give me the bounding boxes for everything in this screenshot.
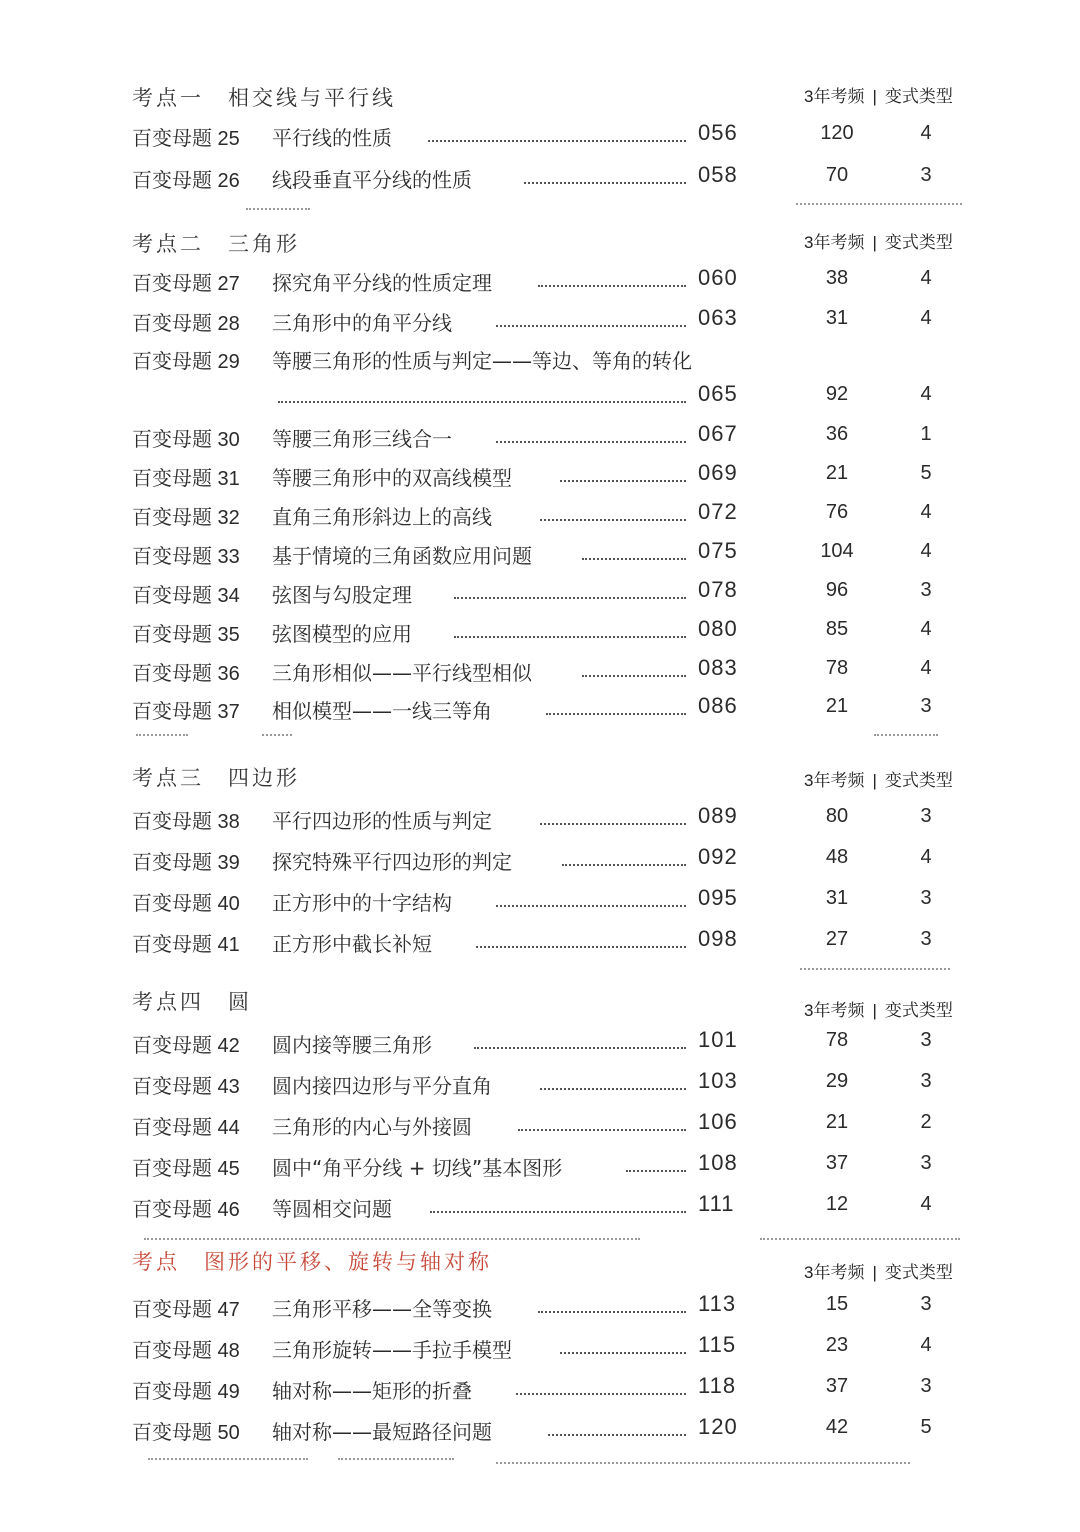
toc-entry[interactable] [132, 805, 972, 839]
section-divider [246, 208, 310, 210]
toc-entry[interactable] [132, 164, 972, 198]
toc-entry[interactable] [132, 579, 972, 613]
toc-entry[interactable] [132, 462, 972, 496]
entry-title: 线段垂直平分线的性质 [272, 168, 472, 192]
leader-dots [516, 1385, 686, 1395]
toc-entry[interactable] [132, 1416, 972, 1450]
entry-page: 106 [698, 1109, 738, 1134]
leader-dots [454, 628, 686, 638]
entry-variant-count: 3 [920, 164, 932, 186]
entry-page: 058 [698, 162, 738, 187]
entry-frequency: 21 [825, 462, 849, 484]
entry-label: 百变母题 47 [132, 1299, 240, 1321]
leader-dots [562, 856, 686, 866]
entry-title: 直角三角形斜边上的高线 [272, 505, 492, 529]
leader-dots [538, 277, 686, 287]
entry-frequency: 37 [825, 1375, 849, 1397]
toc-entry[interactable] [132, 267, 972, 301]
entry-variant-count: 3 [920, 695, 932, 717]
variant-header: 变式类型 [884, 233, 953, 252]
entry-label: 百变母题 31 [132, 468, 240, 490]
column-header [804, 996, 953, 1021]
entry-label: 百变母题 44 [132, 1117, 240, 1139]
leader-dots [582, 667, 686, 677]
section-divider [796, 203, 962, 205]
toc-entry[interactable] [132, 846, 972, 880]
section-title: 考点一 相交线与平行线 [132, 86, 396, 110]
entry-page: 113 [698, 1291, 737, 1316]
leader-dots [626, 1162, 686, 1172]
entry-frequency: 21 [825, 1111, 849, 1133]
entry-variant-count: 4 [920, 383, 932, 405]
entry-variant-count: 3 [920, 1152, 932, 1174]
section-title: 考点四 圆 [132, 990, 252, 1014]
column-header [804, 228, 953, 253]
entry-variant-count: 4 [920, 846, 932, 868]
section-divider [136, 734, 188, 736]
header-divider: | [872, 87, 877, 106]
entry-label: 百变母题 50 [132, 1422, 240, 1444]
entry-label: 百变母题 46 [132, 1199, 240, 1221]
entry-title: 平行线的性质 [272, 126, 392, 150]
entry-title: 探究角平分线的性质定理 [272, 271, 492, 295]
entry-frequency: 38 [825, 267, 849, 289]
section-divider [144, 1238, 640, 1240]
entry-title: 正方形中截长补短 [272, 932, 432, 956]
entry-frequency: 120 [820, 122, 854, 144]
leader-dots [496, 897, 686, 907]
header-divider: | [872, 233, 877, 252]
leader-dots [538, 1303, 686, 1313]
section-title: 考点二 三角形 [132, 232, 300, 256]
entry-label: 百变母题 32 [132, 507, 240, 529]
leader-dots [548, 1426, 686, 1436]
column-header [804, 82, 953, 107]
entry-variant-count: 2 [920, 1111, 932, 1133]
entry-label: 百变母题 41 [132, 934, 240, 956]
entry-page: 056 [698, 120, 738, 145]
entry-title: 轴对称——最短路径问题 [272, 1420, 492, 1444]
entry-frequency: 15 [825, 1293, 849, 1315]
entry-label: 百变母题 35 [132, 624, 240, 646]
entry-title: 三角形的内心与外接圆 [272, 1115, 472, 1139]
variant-header: 变式类型 [884, 1263, 953, 1282]
toc-entry[interactable] [132, 1070, 972, 1104]
entry-page: 111 [698, 1191, 735, 1216]
entry-frequency: 80 [825, 805, 849, 827]
toc-entry[interactable] [132, 618, 972, 652]
toc-entry[interactable] [132, 1375, 972, 1409]
entry-variant-count: 3 [920, 1070, 932, 1092]
entry-page: 115 [698, 1332, 737, 1357]
entry-title: 等腰三角形三线合一 [272, 427, 452, 451]
entry-title: 三角形中的角平分线 [272, 311, 452, 335]
entry-variant-count: 4 [920, 122, 932, 144]
leader-dots [540, 511, 686, 521]
column-header [804, 766, 953, 791]
entry-variant-count: 3 [920, 1375, 932, 1397]
entry-page: 075 [698, 538, 738, 563]
toc-entry[interactable] [132, 1152, 972, 1186]
entry-title: 相似模型——一线三等角 [272, 699, 492, 723]
toc-entry[interactable] [132, 423, 972, 457]
entry-page: 072 [698, 499, 738, 524]
section-divider [760, 1238, 960, 1240]
entry-title: 等圆相交问题 [272, 1197, 392, 1221]
entry-page: 089 [698, 803, 738, 828]
variant-header: 变式类型 [884, 1001, 953, 1020]
entry-page: 092 [698, 844, 738, 869]
entry-label: 百变母题 36 [132, 663, 240, 685]
entry-frequency: 78 [825, 1029, 849, 1051]
section-divider [800, 968, 950, 970]
toc-entry[interactable] [132, 887, 972, 921]
entry-variant-count: 3 [920, 579, 932, 601]
entry-variant-count: 3 [920, 1029, 932, 1051]
freq-header: 3年考频 [804, 233, 865, 252]
entry-frequency: 31 [825, 307, 849, 329]
entry-page: 086 [698, 693, 738, 718]
entry-title: 圆中“角平分线 + 切线”基本图形 [272, 1156, 563, 1180]
entry-frequency: 104 [820, 540, 854, 562]
header-divider: | [872, 1263, 877, 1282]
toc-entry[interactable] [132, 928, 972, 962]
entry-frequency: 96 [825, 579, 849, 601]
freq-header: 3年考频 [804, 1001, 865, 1020]
toc-entry[interactable] [132, 1029, 972, 1063]
entry-label: 百变母题 27 [132, 273, 240, 295]
leader-dots [524, 174, 686, 184]
entry-page: 095 [698, 885, 738, 910]
entry-page: 067 [698, 421, 738, 446]
variant-header: 变式类型 [884, 87, 953, 106]
entry-page: 065 [698, 381, 738, 406]
section-header [132, 228, 972, 268]
toc-entry[interactable] [132, 1334, 972, 1368]
entry-title: 弦图模型的应用 [272, 622, 412, 646]
freq-header: 3年考频 [804, 771, 865, 790]
entry-page: 098 [698, 926, 738, 951]
leader-dots [582, 550, 686, 560]
toc-entry[interactable] [132, 1111, 972, 1145]
entry-variant-count: 4 [920, 1334, 932, 1356]
entry-label: 百变母题 43 [132, 1076, 240, 1098]
leader-dots [560, 472, 686, 482]
section-divider [496, 1462, 910, 1464]
section-header [132, 762, 972, 802]
leader-dots [518, 1121, 686, 1131]
freq-header: 3年考频 [804, 1263, 865, 1282]
entry-label: 百变母题 34 [132, 585, 240, 607]
entry-label: 百变母题 38 [132, 811, 240, 833]
entry-variant-count: 3 [920, 805, 932, 827]
toc-entry[interactable] [132, 349, 972, 417]
entry-frequency: 37 [825, 1152, 849, 1174]
entry-title: 基于情境的三角函数应用问题 [272, 544, 532, 568]
entry-label: 百变母题 49 [132, 1381, 240, 1403]
section-header [132, 1246, 972, 1286]
entry-frequency: 23 [825, 1334, 849, 1356]
entry-frequency: 70 [825, 164, 849, 186]
entry-frequency: 31 [825, 887, 849, 909]
entry-variant-count: 4 [920, 1193, 932, 1215]
entry-title: 三角形旋转——手拉手模型 [272, 1338, 512, 1362]
entry-frequency: 78 [825, 657, 849, 679]
section-header [132, 986, 972, 1026]
entry-variant-count: 3 [920, 928, 932, 950]
entry-frequency: 12 [825, 1193, 849, 1215]
entry-label: 百变母题 29 [132, 351, 240, 373]
leader-dots [496, 433, 686, 443]
entry-page: 118 [698, 1373, 737, 1398]
entry-frequency: 21 [825, 695, 849, 717]
entry-label: 百变母题 42 [132, 1035, 240, 1057]
leader-dots [428, 132, 686, 142]
toc-entry[interactable] [132, 657, 972, 691]
entry-page: 080 [698, 616, 738, 641]
entry-title: 正方形中的十字结构 [272, 891, 452, 915]
entry-page: 060 [698, 265, 738, 290]
entry-label: 百变母题 40 [132, 893, 240, 915]
entry-variant-count: 5 [920, 1416, 932, 1438]
entry-label: 百变母题 39 [132, 852, 240, 874]
section-header [132, 82, 972, 122]
entry-page: 108 [698, 1150, 738, 1175]
entry-frequency: 36 [825, 423, 849, 445]
variant-header: 变式类型 [884, 771, 953, 790]
entry-title: 探究特殊平行四边形的判定 [272, 850, 512, 874]
section-divider [874, 734, 938, 736]
entry-label: 百变母题 25 [132, 128, 240, 150]
entry-variant-count: 1 [920, 423, 932, 445]
entry-variant-count: 4 [920, 540, 932, 562]
entry-page: 063 [698, 305, 738, 330]
entry-title: 轴对称——矩形的折叠 [272, 1379, 472, 1403]
entry-title: 等腰三角形的性质与判定——等边、等角的转化 [272, 349, 692, 373]
entry-label: 百变母题 48 [132, 1340, 240, 1362]
entry-page: 069 [698, 460, 738, 485]
entry-page: 120 [698, 1414, 738, 1439]
entry-label: 百变母题 28 [132, 313, 240, 335]
entry-frequency: 48 [825, 846, 849, 868]
entry-variant-count: 4 [920, 618, 932, 640]
entry-title: 圆内接等腰三角形 [272, 1033, 432, 1057]
entry-variant-count: 5 [920, 462, 932, 484]
entry-title: 圆内接四边形与平分直角 [272, 1074, 492, 1098]
entry-variant-count: 4 [920, 501, 932, 523]
leader-dots [496, 317, 686, 327]
header-divider: | [872, 1001, 877, 1020]
entry-frequency: 92 [825, 383, 849, 405]
toc-entry[interactable] [132, 695, 972, 729]
header-divider: | [872, 771, 877, 790]
entry-title: 平行四边形的性质与判定 [272, 809, 492, 833]
entry-variant-count: 3 [920, 887, 932, 909]
entry-page: 101 [698, 1027, 738, 1052]
toc-entry[interactable] [132, 307, 972, 341]
freq-header: 3年考频 [804, 87, 865, 106]
leader-dots [560, 1344, 686, 1354]
entry-variant-count: 4 [920, 267, 932, 289]
leader-dots [540, 815, 686, 825]
entry-frequency: 76 [825, 501, 849, 523]
entry-label: 百变母题 30 [132, 429, 240, 451]
leader-dots [546, 705, 686, 715]
section-title: 考点三 四边形 [132, 766, 300, 790]
column-header [804, 1258, 953, 1283]
entry-title: 弦图与勾股定理 [272, 583, 412, 607]
entry-frequency: 42 [825, 1416, 849, 1438]
entry-title: 三角形相似——平行线型相似 [272, 661, 532, 685]
toc-entry[interactable] [132, 1193, 972, 1227]
leader-dots [278, 393, 686, 403]
entry-page: 078 [698, 577, 738, 602]
entry-label: 百变母题 33 [132, 546, 240, 568]
entry-page: 103 [698, 1068, 738, 1093]
entry-label: 百变母题 26 [132, 170, 240, 192]
section-divider [148, 1458, 308, 1460]
entry-title: 等腰三角形中的双高线模型 [272, 466, 512, 490]
entry-page: 083 [698, 655, 738, 680]
toc-entry[interactable] [132, 540, 972, 574]
entry-label: 百变母题 37 [132, 701, 240, 723]
entry-label: 百变母题 45 [132, 1158, 240, 1180]
entry-variant-count: 4 [920, 657, 932, 679]
toc-entry[interactable] [132, 122, 972, 156]
entry-frequency: 29 [825, 1070, 849, 1092]
toc-entry[interactable] [132, 501, 972, 535]
leader-dots [540, 1080, 686, 1090]
section-divider [262, 734, 292, 736]
entry-variant-count: 4 [920, 307, 932, 329]
section-title: 考点 图形的平移、旋转与轴对称 [132, 1250, 492, 1274]
entry-variant-count: 3 [920, 1293, 932, 1315]
leader-dots [430, 1203, 686, 1213]
entry-frequency: 85 [825, 618, 849, 640]
entry-frequency: 27 [825, 928, 849, 950]
toc-entry[interactable] [132, 1293, 972, 1327]
entry-title: 三角形平移——全等变换 [272, 1297, 492, 1321]
section-divider [338, 1458, 454, 1460]
leader-dots [474, 1039, 686, 1049]
leader-dots [454, 589, 686, 599]
leader-dots [476, 938, 686, 948]
